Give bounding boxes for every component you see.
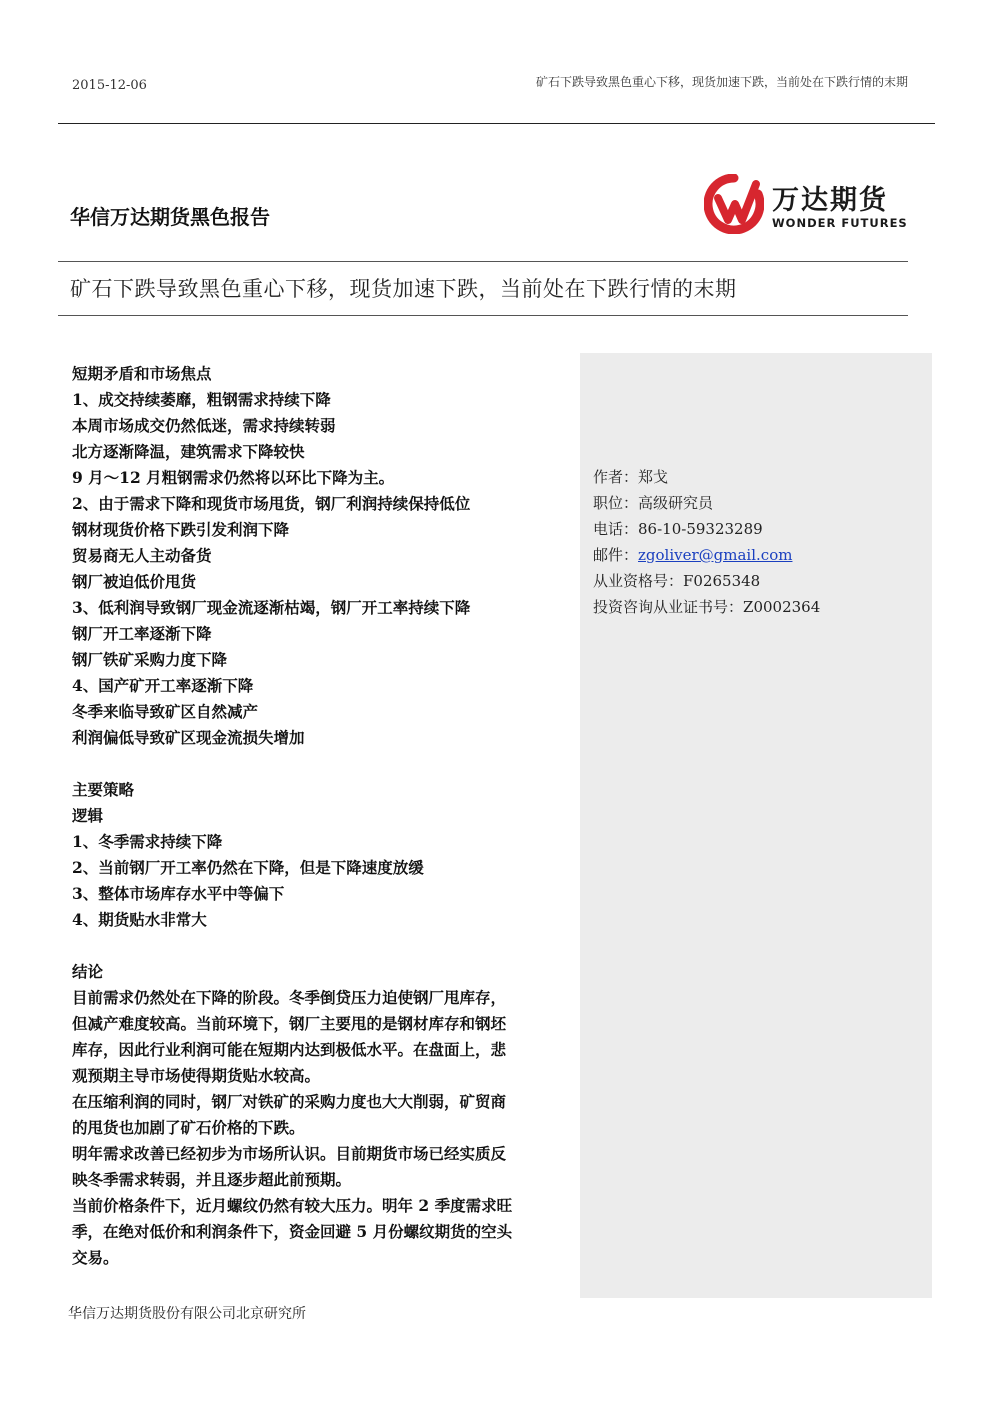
section-spacer <box>72 933 572 959</box>
conclusion-paragraph <box>72 1089 572 1141</box>
strategy-line: 1、冬季需求持续下降 <box>72 832 223 851</box>
conclusion-text-line: 但减产难度较高。当前环境下，钢厂主要甩的是钢材库存和钢坯 <box>72 1014 507 1033</box>
focus-line: 北方逐渐降温，建筑需求下降较快 <box>72 442 305 461</box>
header-summary: 矿石下跌导致黑色重心下移，现货加速下跌，当前处在下跌行情的末期 <box>535 75 908 89</box>
focus-line: 利润偏低导致矿区现金流损失增加 <box>72 728 305 747</box>
focus-line: 贸易商无人主动备货 <box>72 546 212 565</box>
author-title-row <box>593 492 713 513</box>
wonder-futures-logo-mark-icon <box>704 174 764 234</box>
focus-line: 钢厂被迫低价甩货 <box>72 572 197 591</box>
focus-line: 钢厂开工率逐渐下降 <box>72 624 212 643</box>
author-advisory: Z0002364 <box>743 598 821 616</box>
conclusion-text-line: 的甩货也加剧了矿石价格的下跌。 <box>72 1118 305 1137</box>
author-license-label: 从业资格号： <box>593 572 684 590</box>
focus-line: 9 月～12 月粗钢需求仍然将以环比下降为主。 <box>72 468 395 487</box>
conclusion-text-line: 当前价格条件下，近月螺纹仍然有较大压力。明年 2 季度需求旺 <box>72 1196 513 1215</box>
section-spacer <box>72 751 572 777</box>
conclusion-heading: 结论 <box>72 962 104 981</box>
conclusion-paragraph <box>72 1141 572 1193</box>
author-license: F0265348 <box>683 572 761 590</box>
author-email-link[interactable]: zgoliver@gmail.com <box>638 546 793 564</box>
title-divider-bottom <box>58 315 908 316</box>
author-advisory-row <box>593 596 820 617</box>
title-divider-top <box>58 261 908 262</box>
author-title-label: 职位： <box>593 494 639 512</box>
logo-name-en: WONDER FUTURES <box>772 216 908 230</box>
focus-line: 钢材现货价格下跌引发利润下降 <box>72 520 290 539</box>
strategy-line: 3、整体市场库存水平中等偏下 <box>72 884 285 903</box>
author-license-row <box>593 570 760 591</box>
author-sidebar <box>580 353 932 1298</box>
conclusion-text-line: 映冬季需求转弱，并且逐步超此前预期。 <box>72 1170 352 1189</box>
header-date: 2015-12-06 <box>72 78 147 93</box>
focus-line: 冬季来临导致矿区自然减产 <box>72 702 259 721</box>
conclusion-text-line: 目前需求仍然处在下降的阶段。冬季倒贷压力迫使钢厂甩库存， <box>72 988 507 1007</box>
company-logo <box>704 172 914 238</box>
logo-name-cn: 万达期货 <box>772 185 888 216</box>
conclusion-paragraph <box>72 985 572 1089</box>
strategy-subheading: 逻辑 <box>72 806 104 825</box>
focus-line: 1、成交持续萎靡，粗钢需求持续下降 <box>72 390 331 409</box>
focus-list <box>72 387 572 751</box>
author-name-label: 作者： <box>593 468 639 486</box>
focus-line: 4、国产矿开工率逐渐下降 <box>72 676 254 695</box>
author-phone-label: 电话： <box>593 520 639 538</box>
focus-line: 钢厂铁矿采购力度下降 <box>72 650 228 669</box>
focus-line: 2、由于需求下降和现货市场甩货，钢厂利润持续保持低位 <box>72 494 471 513</box>
report-title: 华信万达期货黑色报告 <box>70 205 270 229</box>
author-title: 高级研究员 <box>638 494 714 512</box>
strategy-list <box>72 829 572 933</box>
author-phone-row <box>593 518 763 539</box>
conclusion-text-line: 交易。 <box>72 1248 119 1267</box>
conclusion-text-line: 库存，因此行业利润可能在短期内达到极低水平。在盘面上，悲 <box>72 1040 507 1059</box>
header-divider <box>58 123 935 124</box>
author-phone: 86-10-59323289 <box>638 520 763 538</box>
author-advisory-label: 投资咨询从业证书号： <box>593 598 744 616</box>
author-email-label: 邮件： <box>593 546 639 564</box>
main-content <box>72 361 572 1271</box>
focus-heading: 短期矛盾和市场焦点 <box>72 364 212 383</box>
strategy-heading: 主要策略 <box>72 780 135 799</box>
focus-line: 本周市场成交仍然低迷，需求持续转弱 <box>72 416 336 435</box>
footer-org: 华信万达期货股份有限公司北京研究所 <box>68 1306 306 1322</box>
author-email-row <box>593 544 792 565</box>
strategy-line: 2、当前钢厂开工率仍然在下降，但是下降速度放缓 <box>72 858 424 877</box>
conclusion-text-line: 明年需求改善已经初步为市场所认识。目前期货市场已经实质反 <box>72 1144 507 1163</box>
report-headline: 矿石下跌导致黑色重心下移，现货加速下跌，当前处在下跌行情的末期 <box>70 277 737 301</box>
strategy-line: 4、期货贴水非常大 <box>72 910 207 929</box>
focus-line: 3、低利润导致钢厂现金流逐渐枯竭，钢厂开工率持续下降 <box>72 598 471 617</box>
conclusion-text-line: 季，在绝对低价和利润条件下，资金回避 5 月份螺纹期货的空头 <box>72 1222 513 1241</box>
author-name-row <box>593 466 668 487</box>
conclusion-text-line: 在压缩利润的同时，钢厂对铁矿的采购力度也大大削弱，矿贸商 <box>72 1092 507 1111</box>
conclusion-text-line: 观预期主导市场使得期货贴水较高。 <box>72 1066 321 1085</box>
conclusion-paragraph <box>72 1193 572 1271</box>
author-name: 郑戈 <box>638 468 669 486</box>
